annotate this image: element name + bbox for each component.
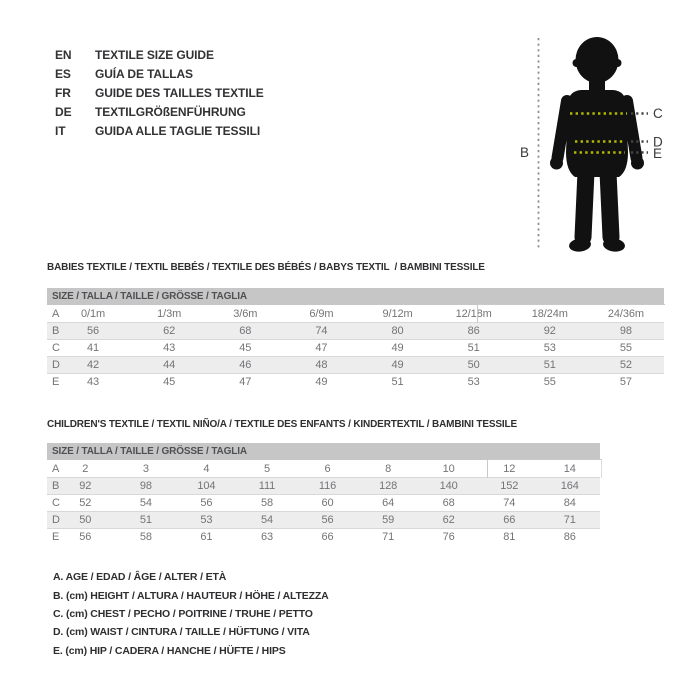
guide-title: GUIDA ALLE TAGLIE TESSILI — [95, 123, 261, 138]
table-cell: 68 — [442, 497, 455, 509]
table-cell: 4 — [203, 462, 210, 475]
table-cell: 61 — [200, 531, 213, 543]
lang-row-en — [55, 45, 264, 64]
child-silhouette-figure — [495, 25, 690, 265]
label-waist-D: D — [653, 134, 663, 150]
table-row — [47, 460, 600, 477]
table-cell: 48 — [315, 359, 328, 371]
language-title-list — [55, 45, 264, 140]
row-cells — [55, 305, 664, 322]
label-hip-E: E — [653, 146, 663, 161]
table-cell: 74 — [503, 497, 516, 509]
table-cell: 56 — [87, 325, 100, 337]
table-cell: 64 — [382, 497, 395, 509]
table-cell: 62 — [163, 325, 176, 337]
table-cell: 76 — [442, 531, 455, 543]
row-cells — [55, 340, 664, 356]
table-cell: 55 — [543, 376, 556, 388]
row-cells — [55, 460, 600, 477]
table-cell: 63 — [260, 531, 273, 543]
table-cell: 6/9m — [309, 307, 334, 320]
table-cell: 58 — [260, 497, 273, 509]
table-cell: 55 — [619, 342, 632, 354]
label-height-B: B — [520, 145, 530, 160]
table-cell: 1/3m — [157, 307, 182, 320]
table-cell: 8 — [385, 462, 392, 475]
table-cell: 53 — [467, 376, 480, 388]
table-cell: 86 — [467, 325, 480, 337]
table-cell: 71 — [382, 531, 395, 543]
table-cell: 92 — [79, 480, 92, 492]
babies-table-header: SIZE / TALLA / TAILLE / GRÖSSE / TAGLIA — [47, 288, 664, 305]
table-cell: 47 — [239, 376, 252, 388]
table-cell: 51 — [543, 359, 556, 371]
table-cell: 3/6m — [233, 307, 258, 320]
row-label: E — [52, 531, 60, 543]
table-cell: 14 — [563, 462, 576, 475]
guide-title: GUÍA DE TALLAS — [95, 66, 193, 81]
row-label: E — [52, 376, 60, 388]
table-cell: 51 — [467, 342, 480, 354]
row-cells — [55, 374, 664, 390]
table-cell: 41 — [87, 342, 100, 354]
table-cell: 5 — [263, 462, 270, 475]
row-cells — [55, 323, 664, 339]
row-label: D — [52, 514, 60, 526]
table-cell: 42 — [87, 359, 100, 371]
table-cell: 59 — [382, 514, 395, 526]
table-cell: 45 — [239, 342, 252, 354]
table-cell: 128 — [379, 480, 398, 492]
lang-row-fr — [55, 83, 264, 102]
table-cell: 164 — [560, 480, 579, 492]
lang-row-es — [55, 64, 264, 83]
table-row — [47, 511, 600, 528]
legend-line-height: B. (cm) HEIGHT / ALTURA / HAUTEUR / HÖHE / ALTEZZA — [53, 589, 329, 602]
table-cell: 56 — [321, 514, 334, 526]
table-cell: 57 — [619, 376, 632, 388]
row-label: A — [52, 462, 60, 475]
table-cell: 60 — [321, 497, 334, 509]
guide-title: TEXTILE SIZE GUIDE — [95, 47, 214, 62]
babies-section-heading: BABIES TEXTILE / TEXTIL BEBÉS / TEXTILE DES BÉBÉS / BABYS TEXTIL / BAMBINI TESSILE — [47, 262, 485, 273]
table-cell: 24/36m — [607, 307, 644, 320]
table-cell: 50 — [467, 359, 480, 371]
table-row — [47, 339, 664, 356]
legend-line-waist: D. (cm) WAIST / CINTURA / TAILLE / HÜFTUNG / VITA — [53, 626, 310, 639]
row-label: D — [52, 359, 60, 371]
table-row — [47, 356, 664, 373]
table-cell: 56 — [79, 531, 92, 543]
table-cell: 46 — [239, 359, 252, 371]
row-cells — [55, 478, 600, 494]
table-row — [47, 477, 600, 494]
table-cell: 51 — [139, 514, 152, 526]
lang-row-it — [55, 121, 264, 140]
table-cell: 81 — [503, 531, 516, 543]
lang-code: FR — [55, 85, 71, 100]
measurement-legend — [53, 568, 329, 660]
table-cell: 104 — [197, 480, 216, 492]
table-cell: 58 — [139, 531, 152, 543]
table-cell: 6 — [324, 462, 331, 475]
table-cell: 51 — [391, 376, 404, 388]
table-cell: 49 — [315, 376, 328, 388]
table-cell: 80 — [391, 325, 404, 337]
table-cell: 12/18m — [455, 307, 492, 320]
row-label: B — [52, 325, 60, 337]
legend-line-chest: C. (cm) CHEST / PECHO / POITRINE / TRUHE / PETTO — [53, 607, 313, 620]
table-cell: 54 — [139, 497, 152, 509]
table-cell: 44 — [163, 359, 176, 371]
guide-title: TEXTILGRÖßENFÜHRUNG — [95, 104, 246, 119]
row-label: A — [52, 307, 60, 320]
lang-code: DE — [55, 104, 72, 119]
table-cell: 68 — [239, 325, 252, 337]
table-cell: 9/12m — [382, 307, 413, 320]
table-cell: 116 — [318, 480, 337, 492]
table-cell: 54 — [260, 514, 273, 526]
table-cell: 66 — [321, 531, 334, 543]
legend-line-age: A. AGE / EDAD / ÂGE / ALTER / ETÀ — [53, 571, 227, 584]
table-cell: 52 — [619, 359, 632, 371]
row-label: C — [52, 497, 60, 509]
table-row — [47, 494, 600, 511]
table-cell: 49 — [391, 342, 404, 354]
children-section-heading: CHILDREN'S TEXTILE / TEXTIL NIÑO/A / TEXTILE DES ENFANTS / KINDERTEXTIL / BAMBINI TESSILE — [47, 419, 517, 430]
row-cells — [55, 512, 600, 528]
table-cell: 86 — [563, 531, 576, 543]
table-row — [47, 373, 664, 390]
table-cell: 43 — [163, 342, 176, 354]
table-cell: 49 — [391, 359, 404, 371]
table-cell: 74 — [315, 325, 328, 337]
table-cell: 43 — [87, 376, 100, 388]
lang-code: IT — [55, 123, 66, 138]
children-size-table — [47, 443, 600, 545]
lang-code: EN — [55, 47, 72, 62]
table-cell: 10 — [442, 462, 455, 475]
row-cells — [55, 495, 600, 511]
row-label: B — [52, 480, 60, 492]
table-row — [47, 305, 664, 322]
legend-line-hip: E. (cm) HIP / CADERA / HANCHE / HÜFTE / HIPS — [53, 644, 286, 657]
table-cell: 84 — [563, 497, 576, 509]
table-cell: 53 — [200, 514, 213, 526]
table-row — [47, 528, 600, 545]
babies-size-table — [47, 288, 664, 390]
table-cell: 2 — [82, 462, 89, 475]
table-cell: 111 — [258, 480, 276, 492]
table-cell: 56 — [200, 497, 213, 509]
table-cell: 66 — [503, 514, 516, 526]
table-cell: 98 — [139, 480, 152, 492]
table-cell: 62 — [442, 514, 455, 526]
table-cell: 45 — [163, 376, 176, 388]
table-cell: 52 — [79, 497, 92, 509]
table-cell: 12 — [503, 462, 516, 475]
table-cell: 98 — [619, 325, 632, 337]
row-cells — [55, 529, 600, 545]
table-cell: 152 — [500, 480, 519, 492]
children-table-header: SIZE / TALLA / TAILLE / GRÖSSE / TAGLIA — [47, 443, 600, 460]
table-cell: 50 — [79, 514, 92, 526]
lang-row-de — [55, 102, 264, 121]
table-row — [47, 322, 664, 339]
row-cells — [55, 357, 664, 373]
table-cell: 18/24m — [531, 307, 568, 320]
table-cell: 140 — [439, 480, 458, 492]
child-silhouette — [550, 37, 644, 253]
table-cell: 92 — [543, 325, 556, 337]
row-label: C — [52, 342, 60, 354]
table-cell: 0/1m — [81, 307, 106, 320]
table-cell: 47 — [315, 342, 328, 354]
guide-title: GUIDE DES TAILLES TEXTILE — [95, 85, 264, 100]
label-chest-C: C — [653, 106, 663, 121]
table-cell: 53 — [543, 342, 556, 354]
table-cell: 71 — [563, 514, 576, 526]
table-cell: 3 — [142, 462, 149, 475]
lang-code: ES — [55, 66, 71, 81]
